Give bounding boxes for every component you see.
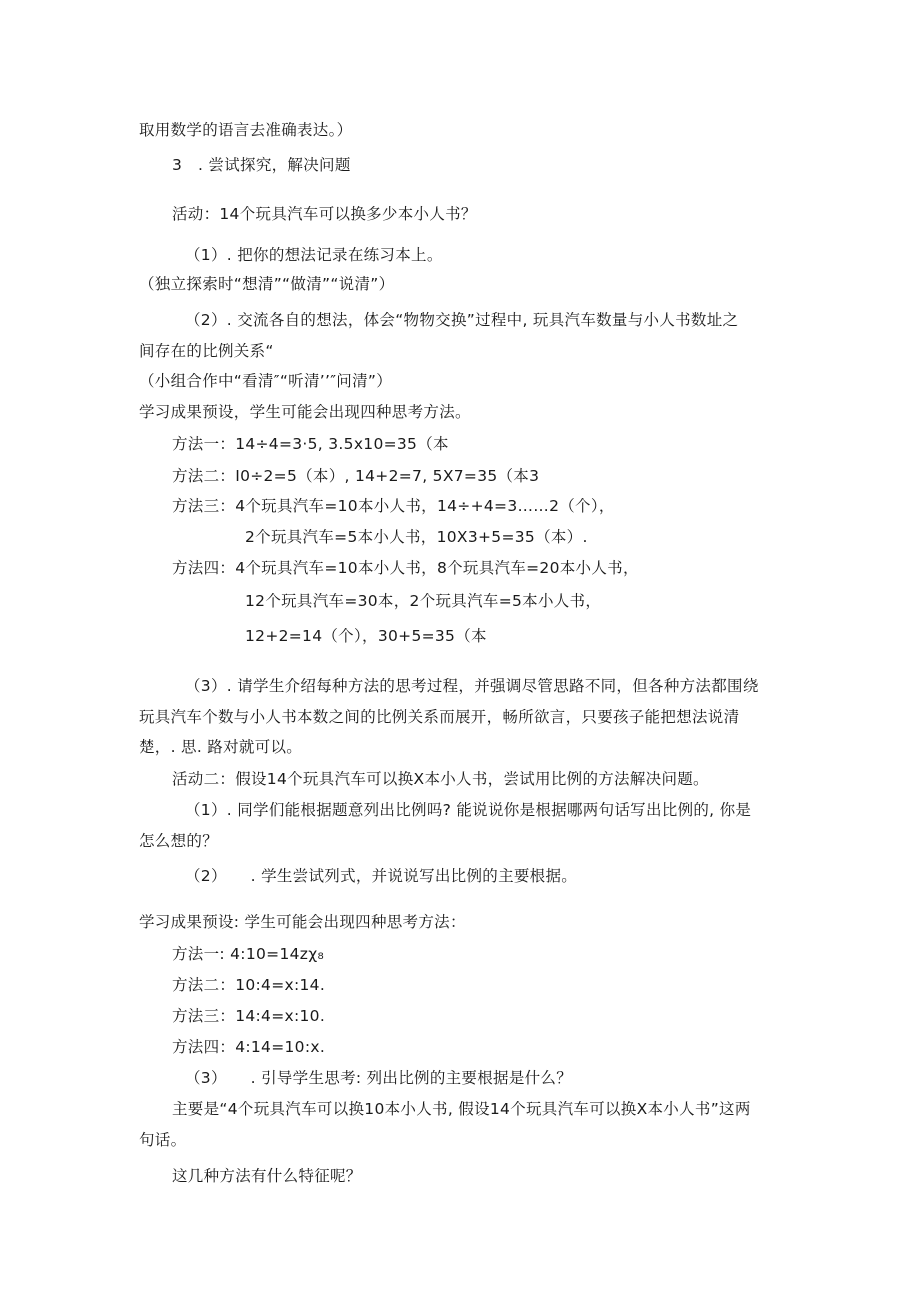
method-line: 12个玩具汽车=30本，2个玩具汽车=5本小人书，: [245, 592, 602, 610]
text-line: 这几种方法有什么特征呢？: [172, 1167, 362, 1185]
method-line: 方法二：10:4=x:14.: [172, 976, 326, 994]
text-line: （2） . 学生尝试列式，并说说写出比例的主要根据。: [185, 867, 578, 885]
text-line: 间存在的比例关系“: [139, 342, 274, 360]
text-line: （小组合作中“看清″“听清’’″问清”）: [139, 372, 393, 390]
activity-one: 活动：14个玩具汽车可以换多少本小人书？: [172, 205, 477, 223]
activity-two: 活动二：假设14个玩具汽车可以换X本小人书，尝试用比例的方法解决问题。: [172, 770, 709, 788]
text-line: （2）. 交流各自的想法，体会“物物交换”过程中, 玩具汽车数量与小人书数址之: [185, 311, 739, 329]
method-line: 方法四：4个玩具汽车=10本小人书，8个玩具汽车=20本小人书，: [172, 559, 639, 577]
text-line: （独立探索时“想清”“做清”“说清”）: [139, 275, 395, 293]
text-line: （1）. 把你的想法记录在练习本上。: [185, 246, 443, 264]
method-line: 方法一：14÷4=3·5, 3.5x10=35（本: [172, 435, 449, 453]
method-line: 方法四：4:14=10:x.: [172, 1038, 326, 1056]
text-line: 玩具汽车个数与小人书本数之间的比例关系而展开，畅所欲言，只要孩子能把想法说清: [139, 708, 740, 726]
text-line: （1）. 同学们能根据题意列出比例吗? 能说说你是根据哪两句话写出比例的, 你是: [185, 801, 752, 819]
text-line: 学习成果预设: 学生可能会出现四种思考方法：: [139, 913, 466, 931]
text-line: （3） . 引导学生思考: 列出比例的主要根据是什么？: [185, 1069, 573, 1087]
method-line: 12+2=14（个），30+5=35（本: [245, 627, 487, 645]
text-line: 楚，. 思. 路对就可以。: [139, 738, 303, 756]
text-line: 主要是“4个玩具汽车可以换10本小人书, 假设14个玩具汽车可以换X本小人书”这两: [172, 1100, 751, 1118]
method-line: 方法三：14:4=x:10.: [172, 1007, 326, 1025]
method-line: 方法一: 4:10=14zχ₈: [172, 945, 324, 963]
text-line: 取用数学的语言去准确表达。）: [139, 121, 353, 139]
text-line: 学习成果预设，学生可能会出现四种思考方法。: [139, 403, 471, 421]
method-line: 方法三：4个玩具汽车=10本小人书，14÷+4=3……2（个），: [172, 497, 615, 515]
text-line: （3）. 请学生介绍每种方法的思考过程，并强调尽管思路不同，但各种方法都围绕: [185, 677, 759, 695]
text-line: 句话。: [139, 1131, 187, 1149]
method-line: 2个玩具汽车=5本小人书，10X3+5=35（本）.: [245, 528, 588, 546]
text-line: 怎么想的？: [139, 832, 219, 850]
method-line: 方法二：I0÷2=5（本）, 14+2=7, 5X7=35（本3: [172, 467, 540, 485]
section-heading: 3 . 尝试探究，解决问题: [172, 156, 351, 174]
